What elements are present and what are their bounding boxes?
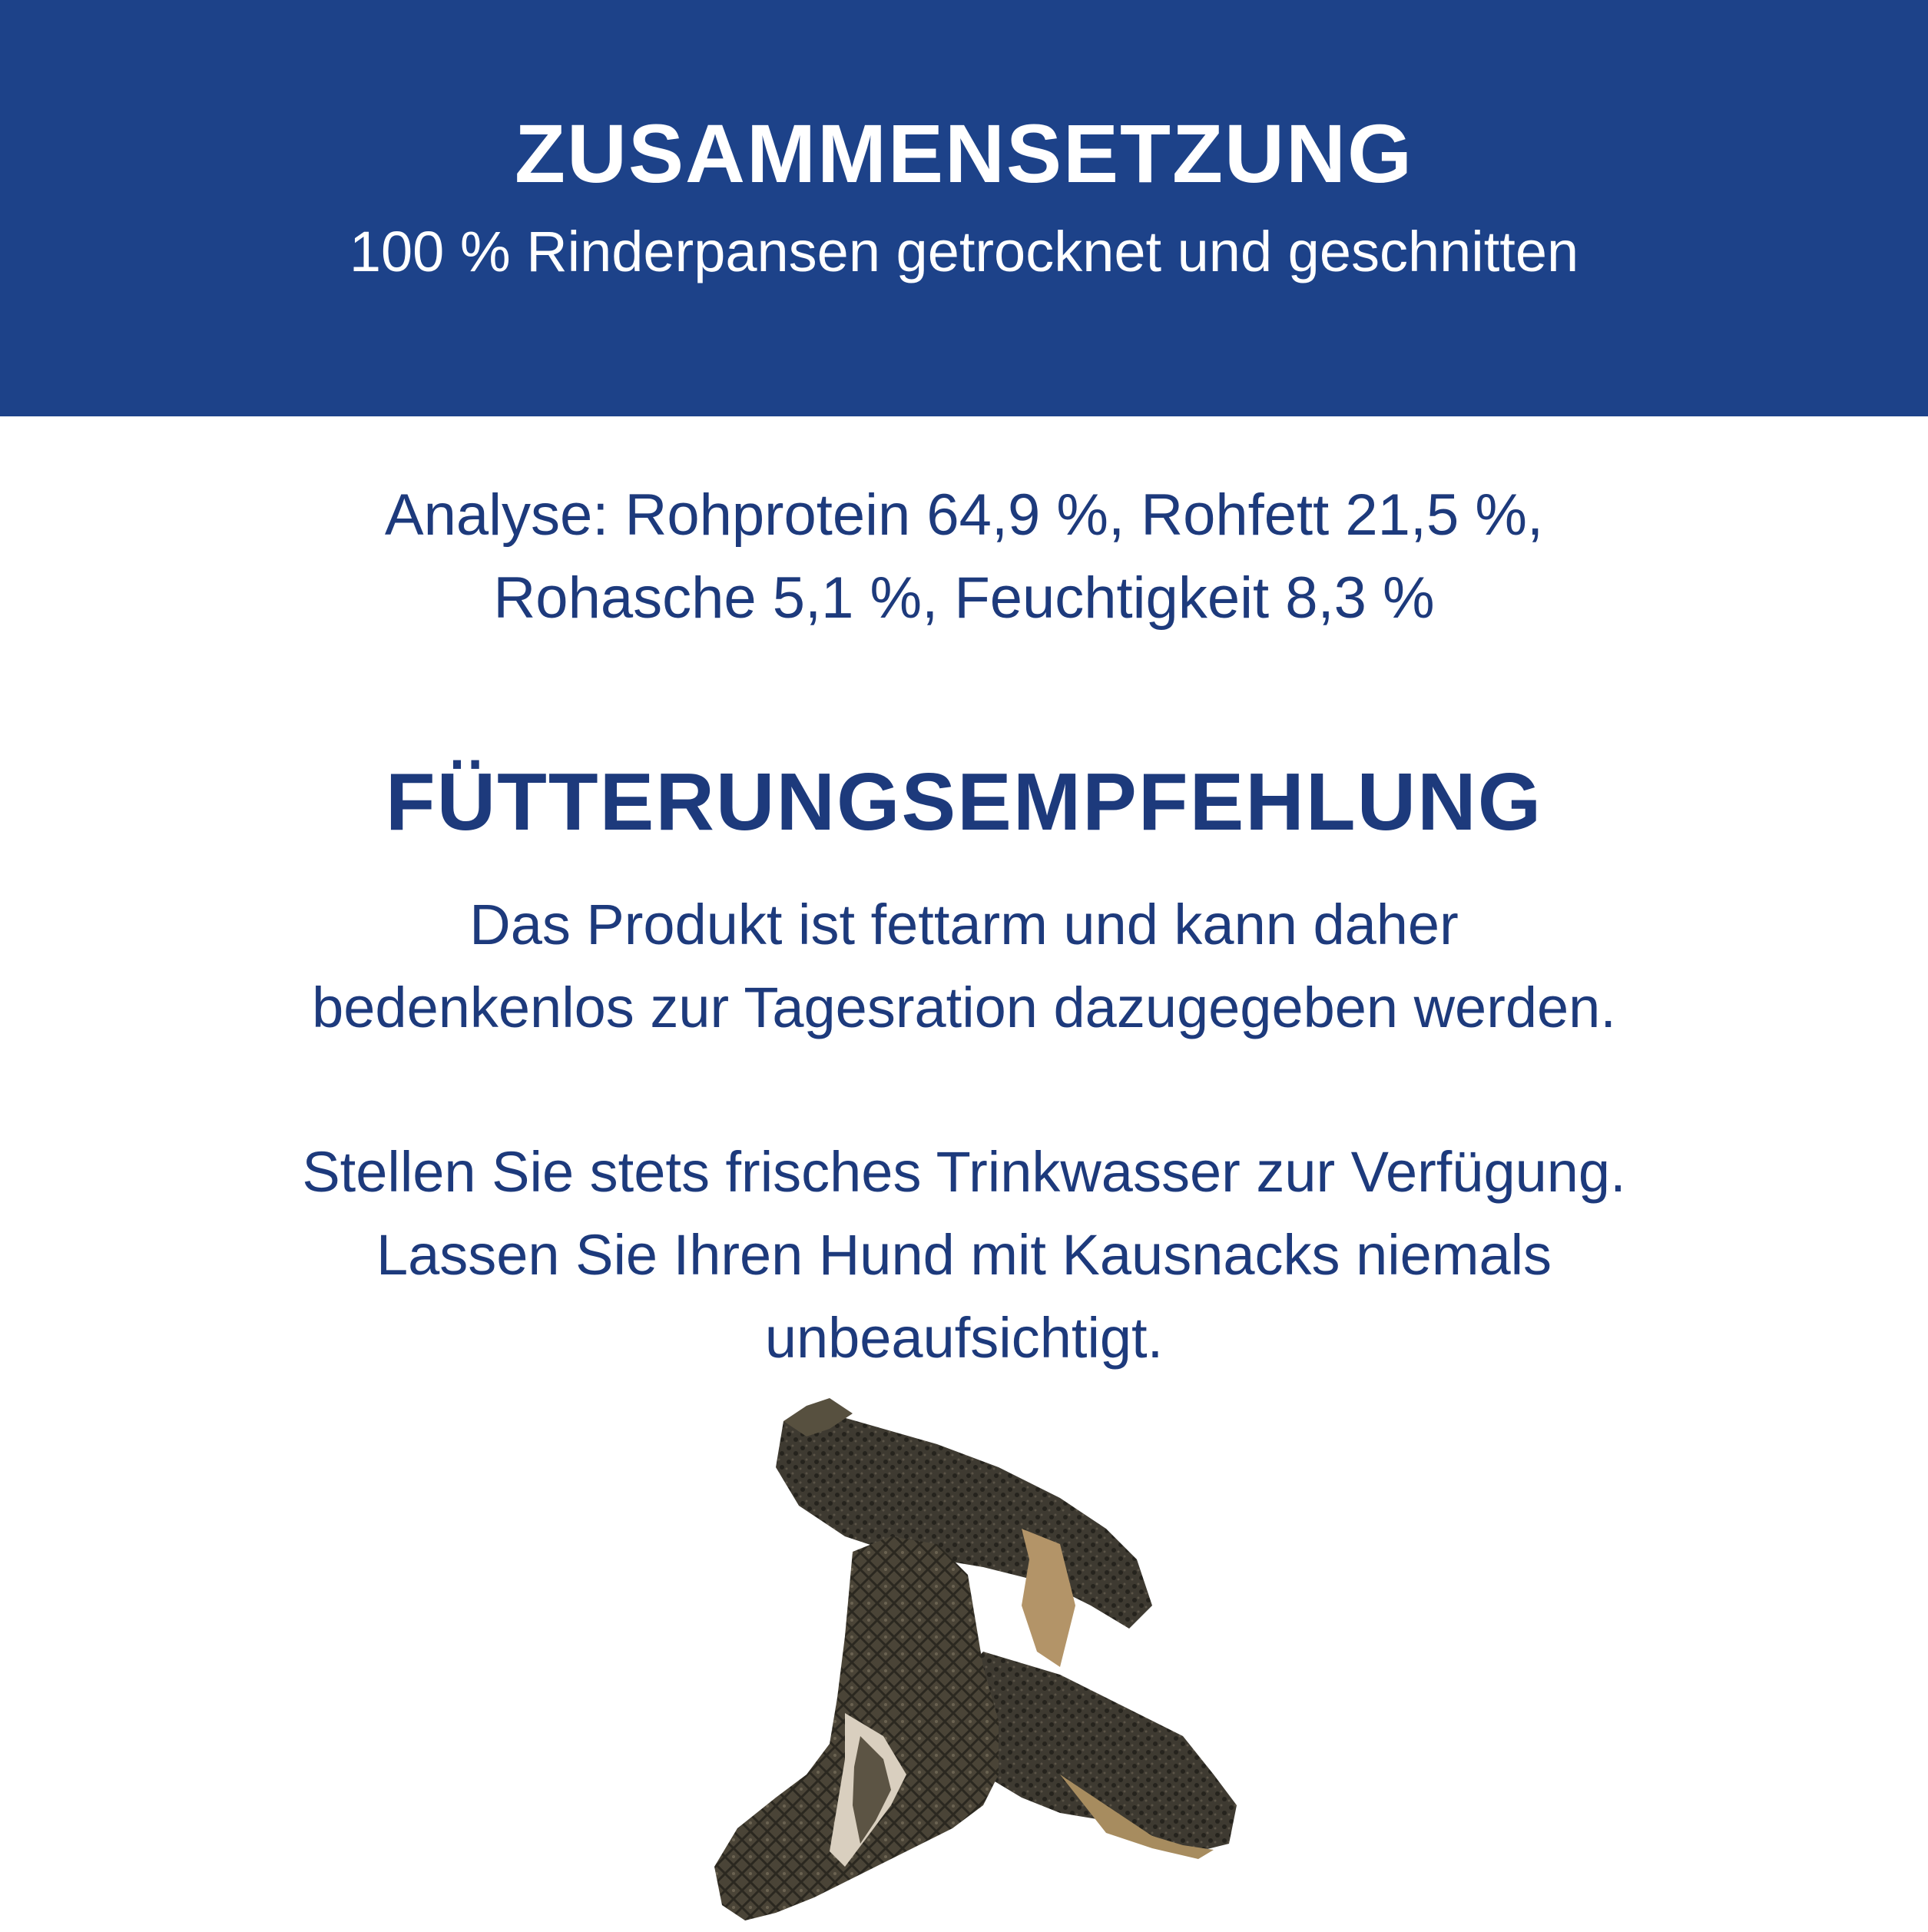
feeding-para1-line2: bedenkenlos zur Tagesration dazugegeben werden.	[312, 976, 1616, 1039]
composition-banner	[0, 0, 1928, 416]
feeding-title: FÜTTERUNGSEMPFEHLUNG	[385, 757, 1543, 847]
analysis-line-1: Analyse: Rohprotein 64,9 %, Rohfett 21,5 %,	[384, 482, 1544, 548]
analysis-block	[0, 474, 1928, 640]
composition-title: ZUSAMMENSETZUNG	[515, 107, 1413, 200]
feeding-para2-line1: Stellen Sie stets frisches Trinkwasser zur Verfügung.	[302, 1140, 1626, 1204]
analysis-line-2: Rohasche 5,1 %, Feuchtigkeit 8,3 %	[493, 565, 1435, 631]
feeding-text	[0, 883, 1928, 1380]
feeding-para2-line2: Lassen Sie Ihren Hund mit Kausnacks niemals	[376, 1223, 1552, 1287]
product-image	[522, 1375, 1290, 1928]
composition-subtitle: 100 % Rinderpansen getrocknet und geschnitten	[349, 220, 1579, 283]
feeding-para1-line1: Das Produkt ist fettarm und kann daher	[469, 893, 1459, 956]
feeding-para2-line3: unbeaufsichtigt.	[764, 1306, 1164, 1370]
